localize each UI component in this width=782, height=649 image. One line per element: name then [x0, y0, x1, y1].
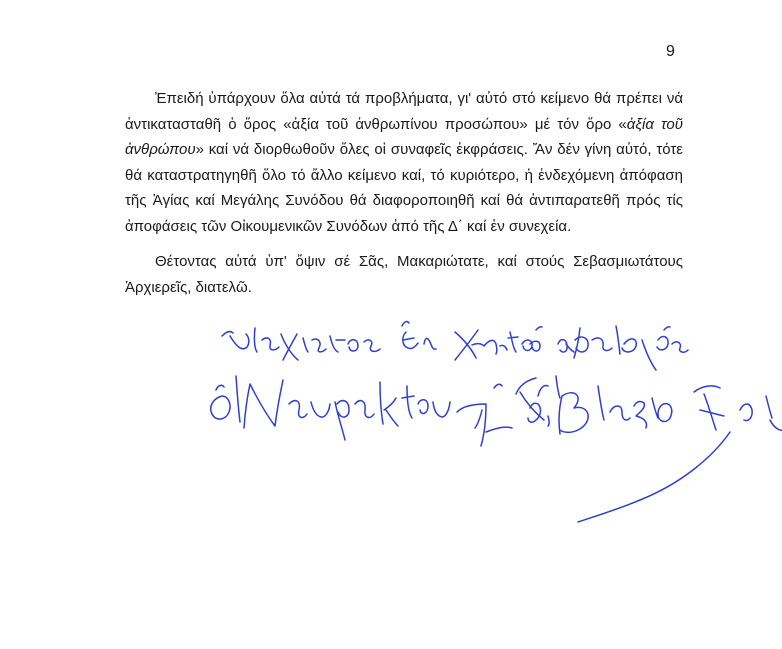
paragraph-closing: Θέτοντας αὐτά ὑπ' ὄψιν σέ Σᾶς, Μακαριώτατε, καί στούς Σεβασμιωτάτους Ἀρχιερεῖς, διατελῶ. [125, 253, 683, 296]
paragraph-main-italic-phrase: ἀξία τοῦ ἀνθρώπου [125, 115, 683, 158]
signature-line-2-word-4 [516, 376, 560, 426]
paragraph-main [125, 86, 683, 239]
signature-line-2-word-6 [694, 386, 724, 430]
signature-line-2-word-7 [740, 396, 782, 431]
signature-line-1-word-4 [558, 326, 688, 370]
signature-line-1-word-3 [455, 327, 542, 360]
paragraph-main-text-2: » καί νά διορθωθοῦν ὅλες οἱ συναφεῖς ἐκφράσεις. Ἄν δέν γίνη αὐτό, τότε θά καταστρατηγηθῆ ὅλο τό ἄλλο κείμενο καί, τό κυριότερο, ἡ ἐνδεχόμενη ἀπόφαση τῆς Ἁγίας καί Μεγάλης Συνόδου θά διαφοροποιηθῆ καί θά ἀντιπαρατεθῆ πρός τίς ἀποφάσεις τῶν Οἰκουμενικῶν Συνόδων ἀπό τῆς Δ΄ καί ἐν συνεχεία. [125, 141, 683, 235]
letter-body [125, 86, 683, 300]
signature-line-2-word-5 [559, 386, 672, 434]
signature-line-1-word-2 [402, 322, 436, 350]
page-number: 9 [666, 43, 675, 60]
signature-flourish [578, 432, 730, 522]
signature-line-2-word-1 [211, 376, 240, 422]
paragraph-main-text-1: Ἐπειδή ὑπάρχουν ὅλα αὐτά τά προβλήματα, γι' αὐτό στό κείμενο θά πρέπει νά ἀντικατασταθῆ ὁ ὅρος «ἀξία τοῦ ἀνθρωπίνου προσώπου» μέ τόν ὅρο « [125, 90, 683, 133]
signature-line-2-word-3 [457, 384, 512, 446]
signature-line-2-word-2 [244, 380, 450, 440]
signature-line-1-word-1 [222, 328, 380, 360]
